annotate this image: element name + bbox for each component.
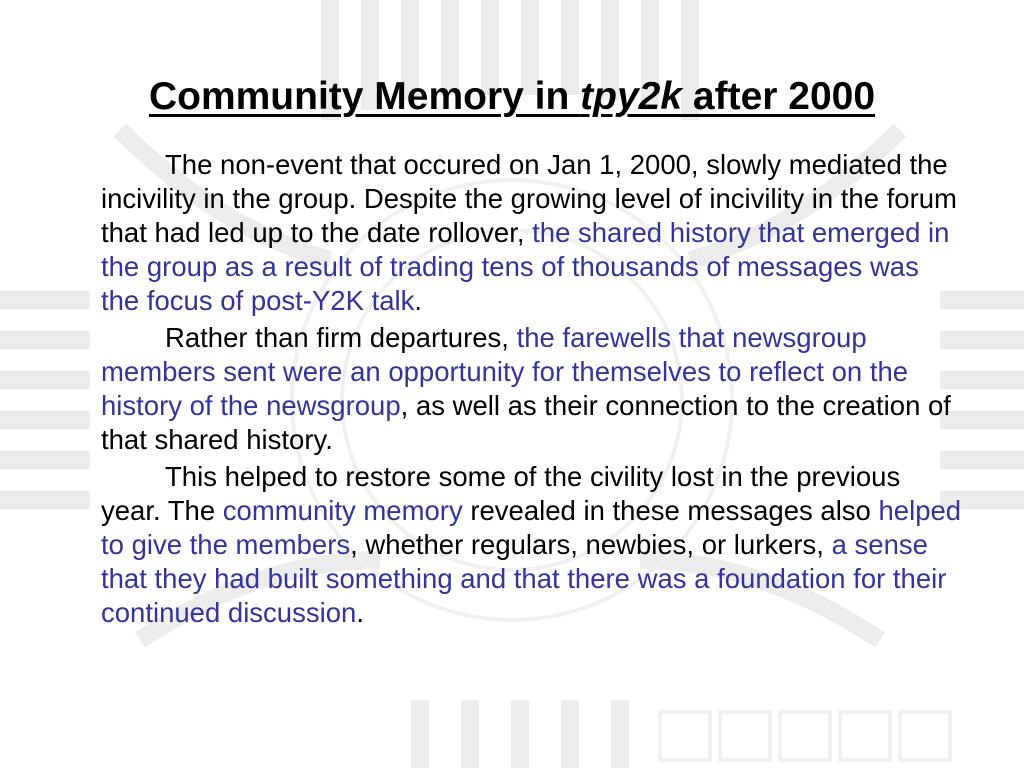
paragraph-2-segment-3: , as well as their connection to the creation of that shared history. bbox=[101, 390, 951, 455]
title-part-2-italic: tpy2k bbox=[580, 75, 683, 118]
paragraph-1-segment-3: . bbox=[414, 285, 423, 316]
paragraph-3-highlight-2: helped to give the members bbox=[101, 495, 962, 560]
paragraph-2 bbox=[101, 321, 963, 457]
slide-body bbox=[101, 148, 963, 633]
paragraph-1-highlight-1: the shared history that emerged in the group as a result of trading tens of thousands of messages was the focus of post-Y2K talk bbox=[101, 217, 950, 316]
paragraph-3-segment-7: . bbox=[356, 597, 364, 628]
slide-title-underlined bbox=[149, 75, 875, 118]
paragraph-3 bbox=[101, 460, 963, 630]
paragraph-3-segment-5: , whether regulars, newbies, or lurkers, bbox=[350, 529, 832, 560]
paragraph-1 bbox=[101, 148, 963, 318]
title-part-3: after 2000 bbox=[682, 75, 876, 118]
paragraph-2-highlight-1: the farewells that newsgroup members sent were an opportunity for themselves to reflect on the history of the newsgroup bbox=[101, 322, 909, 421]
paragraph-1-segment-1: The non-event that occured on Jan 1, 2000, slowly mediated the incivility in the group. Despite the growing level of incivility in the forum that had led up to the date rollover, bbox=[101, 149, 957, 248]
paragraph-3-segment-1: This helped to restore some of the civility lost in the previous year. The bbox=[101, 461, 901, 526]
paragraph-3-segment-3: revealed in these messages also bbox=[462, 495, 879, 526]
paragraph-2-segment-1: Rather than firm departures, bbox=[165, 322, 517, 353]
slide-title bbox=[0, 72, 1024, 122]
paragraph-3-highlight-3: a sense that they had built something and that there was a foundation for their continued discussion bbox=[101, 529, 947, 628]
paragraph-3-highlight-1: community memory bbox=[222, 495, 463, 526]
title-part-1: Community Memory in bbox=[148, 75, 581, 118]
